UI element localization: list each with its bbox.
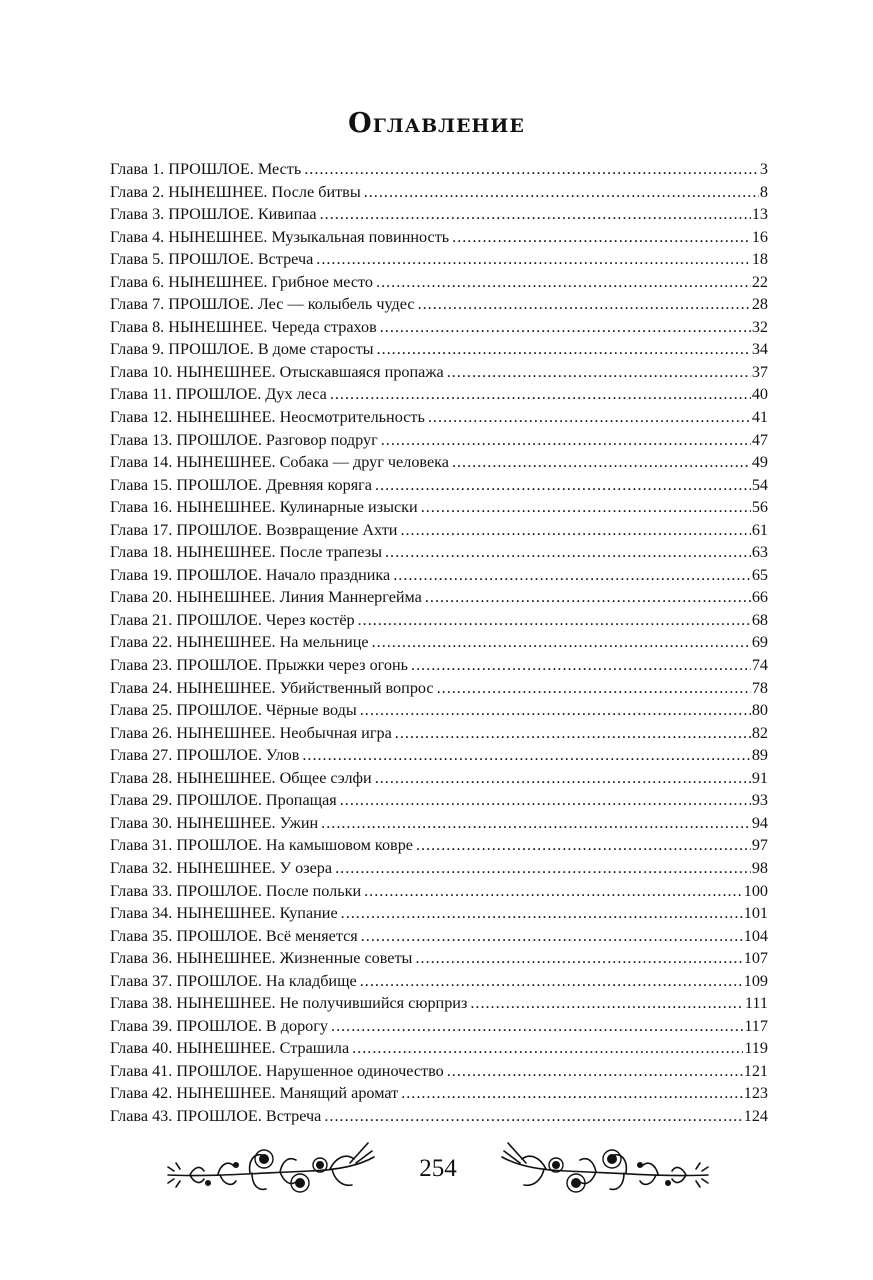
toc-entry-title: Глава 27. ПРОШЛОЕ. Улов [110, 746, 300, 765]
toc-entry-page: 123 [743, 1084, 768, 1103]
toc-entry-page: 16 [751, 227, 768, 246]
toc-leader-dots [425, 586, 751, 609]
toc-entry-page: 47 [751, 430, 768, 449]
toc-entry-title: Глава 31. ПРОШЛОЕ. На камышовом ковре [110, 836, 413, 855]
toc-leader-dots [341, 902, 743, 925]
toc-leader-dots [380, 316, 751, 339]
toc-leader-dots [415, 947, 742, 970]
toc-entry-page: 61 [751, 520, 768, 539]
toc-entry-title: Глава 33. ПРОШЛОЕ. После польки [110, 881, 362, 900]
toc-entry[interactable] [110, 586, 768, 609]
toc-leader-dots [418, 293, 751, 316]
toc-entry-title: Глава 14. НЫНЕШНЕЕ. Собака — друг человека [110, 453, 449, 472]
toc-entry-page: 117 [744, 1016, 768, 1035]
toc-entry[interactable] [110, 158, 768, 181]
toc-entry-page: 41 [751, 408, 768, 427]
toc-entry[interactable] [110, 293, 768, 316]
toc-leader-dots [320, 203, 751, 226]
toc-entry-title: Глава 15. ПРОШЛОЕ. Древняя коряга [110, 475, 372, 494]
toc-leader-dots [324, 1105, 742, 1128]
toc-entry-page: 28 [751, 295, 768, 314]
toc-entry-page: 80 [751, 701, 768, 720]
toc-entry[interactable] [110, 406, 768, 429]
table-of-contents [110, 158, 768, 1128]
toc-entry-title: Глава 41. ПРОШЛОЕ. Нарушенное одиночество [110, 1061, 444, 1080]
page-number: 254 [419, 1155, 457, 1182]
toc-leader-dots [321, 812, 751, 835]
toc-entry[interactable] [110, 1105, 768, 1128]
toc-leader-dots [395, 722, 751, 745]
toc-leader-dots [375, 474, 751, 497]
toc-entry-page: 100 [743, 881, 768, 900]
toc-entry-title: Глава 22. НЫНЕШНЕЕ. На мельнице [110, 633, 369, 652]
toc-entry-page: 69 [751, 633, 768, 652]
toc-entry-title: Глава 37. ПРОШЛОЕ. На кладбище [110, 971, 357, 990]
toc-entry-page: 82 [751, 723, 768, 742]
toc-leader-dots [452, 226, 751, 249]
toc-entry-page: 94 [751, 813, 768, 832]
toc-entry-title: Глава 2. НЫНЕШНЕЕ. После битвы [110, 182, 361, 201]
toc-entry[interactable] [110, 744, 768, 767]
toc-entry-title: Глава 19. ПРОШЛОЕ. Начало праздника [110, 565, 391, 584]
toc-entry-title: Глава 32. НЫНЕШНЕЕ. У озера [110, 858, 333, 877]
toc-entry-page: 124 [743, 1106, 768, 1125]
toc-entry[interactable] [110, 203, 768, 226]
toc-entry-page: 56 [751, 498, 768, 517]
toc-entry-title: Глава 1. ПРОШЛОЕ. Месть [110, 160, 302, 178]
toc-entry[interactable] [110, 654, 768, 677]
toc-entry-title: Глава 34. НЫНЕШНЕЕ. Купание [110, 904, 338, 923]
toc-leader-dots [452, 451, 751, 474]
toc-entry-title: Глава 4. НЫНЕШНЕЕ. Музыкальная повинность [110, 227, 450, 246]
toc-entry[interactable] [110, 181, 768, 204]
toc-leader-dots [377, 338, 751, 361]
toc-entry-title: Глава 3. ПРОШЛОЕ. Кивипаа [110, 205, 317, 224]
toc-entry[interactable] [110, 496, 768, 519]
toc-entry-page: 98 [751, 858, 768, 877]
toc-entry-title: Глава 43. ПРОШЛОЕ. Встреча [110, 1106, 322, 1125]
toc-entry[interactable] [110, 880, 768, 903]
toc-leader-dots [340, 789, 751, 812]
toc-entry[interactable] [110, 429, 768, 452]
toc-entry[interactable] [110, 857, 768, 880]
toc-entry-title: Глава 16. НЫНЕШНЕЕ. Кулинарные изыски [110, 498, 418, 517]
toc-entry-title: Глава 30. НЫНЕШНЕЕ. Ужин [110, 813, 319, 832]
toc-leader-dots [437, 677, 751, 700]
toc-entry-title: Глава 5. ПРОШЛОЕ. Встреча [110, 250, 314, 269]
toc-entry-page: 22 [751, 272, 768, 291]
toc-entry-page: 89 [751, 746, 768, 765]
toc-entry[interactable] [110, 1037, 768, 1060]
toc-entry-page: 74 [751, 656, 768, 675]
toc-entry-title: Глава 17. ПРОШЛОЕ. Возвращение Ахти [110, 520, 398, 539]
toc-entry-page: 40 [751, 385, 768, 404]
toc-entry-page: 91 [751, 768, 768, 787]
toc-entry[interactable] [110, 902, 768, 925]
toc-entry-page: 18 [751, 250, 768, 269]
toc-leader-dots [360, 699, 751, 722]
toc-entry-title: Глава 13. ПРОШЛОЕ. Разговор подруг [110, 430, 378, 449]
toc-leader-dots [447, 361, 751, 384]
toc-entry-title: Глава 38. НЫНЕШНЕЕ. Не получившийся сюрприз [110, 994, 468, 1013]
page-title: Оглавление [348, 108, 525, 139]
toc-entry-title: Глава 7. ПРОШЛОЕ. Лес — колыбель чудес [110, 295, 415, 314]
toc-entry[interactable] [110, 1060, 768, 1083]
toc-entry-title: Глава 25. ПРОШЛОЕ. Чёрные воды [110, 701, 357, 720]
toc-entry-page: 111 [744, 994, 768, 1013]
toc-leader-dots [400, 519, 750, 542]
toc-entry[interactable] [110, 519, 768, 542]
toc-entry[interactable] [110, 316, 768, 339]
toc-entry[interactable] [110, 947, 768, 970]
toc-leader-dots [416, 834, 751, 857]
toc-entry[interactable] [110, 338, 768, 361]
toc-entry[interactable] [110, 271, 768, 294]
toc-entry-page: 13 [751, 205, 768, 224]
toc-entry[interactable] [110, 564, 768, 587]
toc-entry-title: Глава 23. ПРОШЛОЕ. Прыжки через огонь [110, 656, 409, 675]
floral-vine-ornament-icon [496, 1135, 716, 1211]
toc-entry-page: 37 [751, 362, 768, 381]
toc-entry[interactable] [110, 722, 768, 745]
toc-entry-title: Глава 21. ПРОШЛОЕ. Через костёр [110, 610, 355, 629]
toc-entry-page: 66 [751, 588, 768, 607]
toc-entry-title: Глава 42. НЫНЕШНЕЕ. Манящий аромат [110, 1084, 399, 1103]
toc-leader-dots [364, 880, 743, 903]
toc-leader-dots [360, 970, 743, 993]
toc-leader-dots [447, 1060, 743, 1083]
toc-entry-title: Глава 40. НЫНЕШНЕЕ. Страшила [110, 1039, 350, 1058]
toc-entry-page: 8 [759, 182, 768, 201]
toc-entry[interactable] [110, 383, 768, 406]
toc-entry[interactable] [110, 767, 768, 790]
toc-entry-page: 68 [751, 610, 768, 629]
toc-entry[interactable] [110, 248, 768, 271]
toc-entry[interactable] [110, 970, 768, 993]
toc-entry[interactable] [110, 609, 768, 632]
toc-entry-title: Глава 20. НЫНЕШНЕЕ. Линия Маннергейма [110, 588, 422, 607]
toc-entry-title: Глава 18. НЫНЕШНЕЕ. После трапезы [110, 543, 382, 562]
toc-entry-page: 65 [751, 565, 768, 584]
toc-leader-dots [428, 406, 751, 429]
toc-entry-page: 32 [751, 317, 768, 336]
toc-leader-dots [364, 181, 759, 204]
toc-leader-dots [376, 271, 751, 294]
toc-leader-dots [330, 383, 751, 406]
toc-leader-dots [401, 1082, 743, 1105]
toc-entry-title: Глава 24. НЫНЕШНЕЕ. Убийственный вопрос [110, 678, 434, 697]
toc-entry-page: 63 [751, 543, 768, 562]
toc-entry[interactable] [110, 1082, 768, 1105]
toc-entry[interactable] [110, 699, 768, 722]
toc-entry[interactable] [110, 677, 768, 700]
toc-entry[interactable] [110, 812, 768, 835]
toc-entry-page: 121 [743, 1061, 768, 1080]
toc-leader-dots [393, 564, 751, 587]
toc-leader-dots [352, 1037, 743, 1060]
toc-entry[interactable] [110, 361, 768, 384]
toc-entry[interactable] [110, 834, 768, 857]
toc-leader-dots [375, 767, 751, 790]
toc-entry-page: 101 [743, 904, 768, 923]
toc-entry-page: 104 [743, 926, 768, 945]
toc-entry[interactable] [110, 1015, 768, 1038]
toc-leader-dots [381, 429, 751, 452]
toc-entry-title: Глава 36. НЫНЕШНЕЕ. Жизненные советы [110, 949, 413, 968]
toc-entry-title: Глава 28. НЫНЕШНЕЕ. Общее сэлфи [110, 768, 372, 787]
toc-leader-dots [470, 992, 744, 1015]
toc-entry[interactable] [110, 451, 768, 474]
toc-entry-title: Глава 6. НЫНЕШНЕЕ. Грибное место [110, 272, 374, 291]
toc-leader-dots [411, 654, 751, 677]
toc-entry-title: Глава 29. ПРОШЛОЕ. Пропащая [110, 791, 337, 810]
toc-entry-page: 49 [751, 453, 768, 472]
toc-entry-title: Глава 12. НЫНЕШНЕЕ. Неосмотрительность [110, 408, 425, 427]
toc-entry-title: Глава 26. НЫНЕШНЕЕ. Необычная игра [110, 723, 392, 742]
toc-entry-page: 78 [751, 678, 768, 697]
toc-entry-page: 97 [751, 836, 768, 855]
toc-leader-dots [331, 1015, 743, 1038]
toc-entry-title: Глава 8. НЫНЕШНЕЕ. Череда страхов [110, 317, 377, 336]
toc-entry-page: 109 [743, 971, 768, 990]
toc-entry-title: Глава 9. ПРОШЛОЕ. В доме старосты [110, 340, 374, 359]
toc-entry-page: 34 [751, 340, 768, 359]
toc-entry-title: Глава 10. НЫНЕШНЕЕ. Отыскавшаяся пропажа [110, 362, 444, 381]
toc-entry-page: 93 [751, 791, 768, 810]
toc-entry[interactable] [110, 789, 768, 812]
toc-entry-title: Глава 39. ПРОШЛОЕ. В дорогу [110, 1016, 329, 1035]
toc-entry[interactable] [110, 541, 768, 564]
toc-leader-dots [385, 541, 751, 564]
toc-leader-dots [372, 631, 751, 654]
toc-entry-page: 107 [743, 949, 768, 968]
toc-leader-dots [335, 857, 751, 880]
toc-entry-page: 119 [744, 1039, 768, 1058]
toc-entry[interactable] [110, 992, 768, 1015]
toc-entry-title: Глава 11. ПРОШЛОЕ. Дух леса [110, 385, 327, 404]
toc-entry-page: 3 [759, 160, 768, 178]
toc-leader-dots [304, 158, 759, 181]
toc-entry[interactable] [110, 631, 768, 654]
toc-entry[interactable] [110, 925, 768, 948]
toc-entry-page: 54 [751, 475, 768, 494]
toc-leader-dots [316, 248, 751, 271]
page-footer [160, 1135, 716, 1211]
toc-leader-dots [421, 496, 751, 519]
toc-entry-title: Глава 35. ПРОШЛОЕ. Всё меняется [110, 926, 358, 945]
toc-entry[interactable] [110, 226, 768, 249]
toc-entry[interactable] [110, 474, 768, 497]
toc-leader-dots [361, 925, 743, 948]
toc-leader-dots [358, 609, 751, 632]
toc-leader-dots [302, 744, 750, 767]
